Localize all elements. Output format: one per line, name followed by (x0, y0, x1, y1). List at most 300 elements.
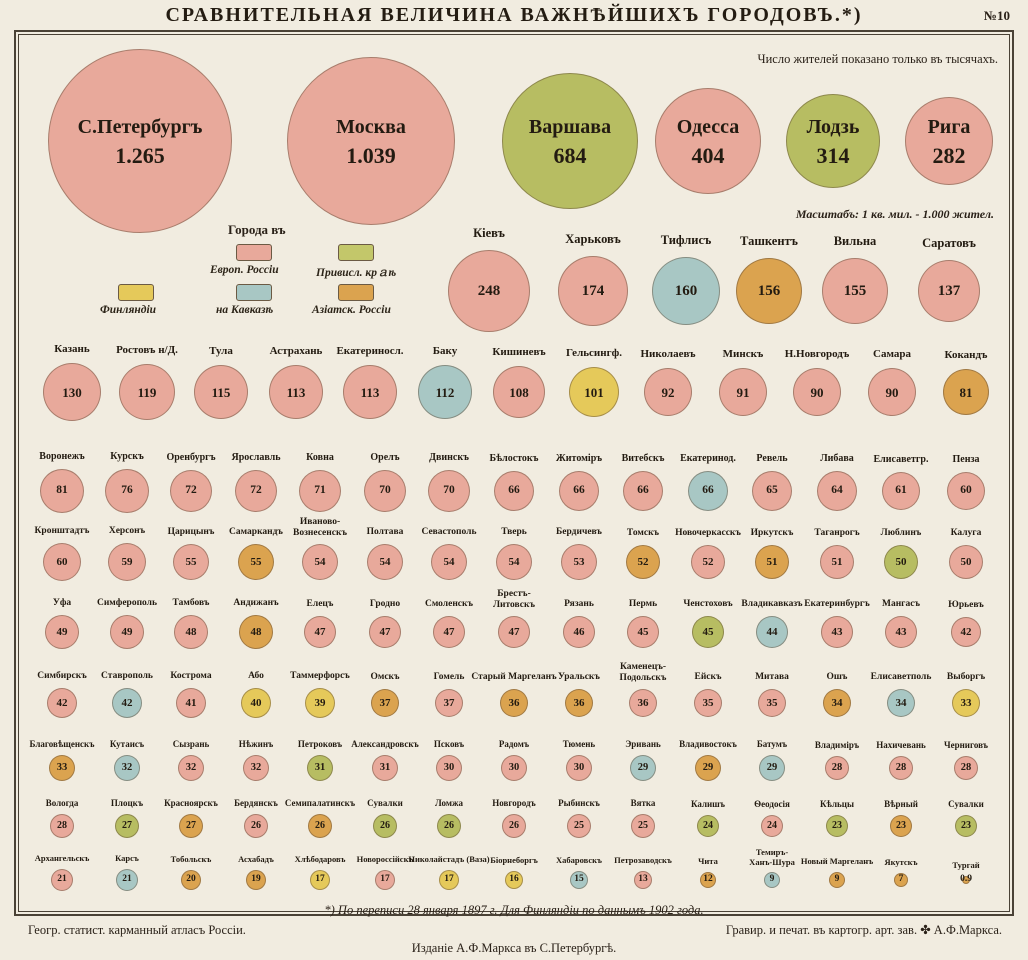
city-population-value: 24 (767, 820, 777, 831)
city-bubble (679, 739, 737, 781)
city-bubble (336, 345, 404, 419)
city-population-value: 160 (674, 282, 698, 299)
city-name: Новый Маргеланъ (800, 855, 874, 866)
city-bubble (284, 798, 356, 838)
city-bubble (698, 855, 718, 888)
city-bubble (29, 739, 95, 781)
city-name: Рязань (564, 598, 594, 609)
city-name: Каменецъ- Подольскъ (619, 662, 667, 683)
city-population-value: 51 (766, 555, 778, 568)
city-population-value: 26 (251, 820, 261, 831)
city-population-value: 34 (831, 696, 843, 709)
city-bubble (421, 526, 477, 580)
city-name: Асхабадъ (238, 853, 274, 864)
city-name: Уфа (52, 597, 72, 608)
city-bubble (558, 671, 600, 717)
city-population-value: 43 (895, 625, 907, 638)
city-name: Радомъ (498, 739, 530, 749)
city-population-value: 29 (702, 761, 714, 773)
city-name: Ломжа (435, 798, 463, 808)
city-population-value: 92 (661, 384, 675, 400)
city-bubble (884, 856, 918, 887)
city-bubble (489, 453, 539, 511)
city-population-value: 7 (898, 874, 904, 885)
city-bubble (944, 740, 988, 780)
city-bubble (619, 662, 667, 717)
city-population-value: 40 (250, 696, 262, 709)
city-name: Нѣжинъ (238, 739, 274, 749)
city-bubble (290, 670, 350, 718)
city-bubble (294, 853, 346, 890)
city-bubble (558, 231, 628, 326)
city-bubble (556, 526, 602, 580)
city-bubble (873, 454, 929, 510)
footer-publication: Геогр. статист. карманный атласъ Россiи. (28, 923, 246, 937)
legend-label-vistula-land: Привисл. крａѣ (316, 267, 397, 279)
city-name: Семипалатинскъ (284, 798, 356, 808)
city-name: Кѣльцы (820, 799, 854, 809)
city-bubble (39, 451, 85, 513)
city-name: Петрозаводскъ (614, 854, 672, 865)
city-name: Ревель (756, 453, 788, 464)
city-population-value: 71 (314, 484, 326, 497)
city-name: Иваново- Вознесенскъ (293, 517, 347, 538)
city-bubble (823, 671, 851, 717)
city-bubble (880, 527, 922, 579)
city-bubble (166, 452, 216, 512)
city-name: Александровскъ (351, 739, 419, 749)
city-name: Сувалки (367, 798, 403, 808)
city-population-value: 0.9 (960, 874, 972, 885)
city-population-value: 21 (122, 874, 132, 885)
city-name: Ярославль (231, 452, 281, 463)
city-population-value: 25 (574, 820, 584, 831)
city-population-value: 44 (766, 625, 778, 638)
city-bubble (172, 597, 210, 649)
city-population-value: 42 (121, 696, 133, 709)
city-bubble (881, 598, 921, 648)
city-bubble (947, 454, 985, 510)
city-bubble (786, 94, 880, 188)
city-bubble (110, 798, 144, 838)
city-name: Одесса (676, 115, 740, 138)
city-bubble (626, 527, 660, 579)
city-population-value: 33 (56, 761, 68, 773)
city-name: Астрахань (269, 345, 323, 357)
city-bubble (943, 349, 989, 415)
city-bubble (756, 739, 788, 781)
city-population-value: 35 (766, 696, 778, 709)
city-bubble (566, 347, 622, 417)
city-name: Кокандъ (944, 349, 988, 361)
city-name: Ташкентъ (740, 233, 798, 248)
city-bubble (115, 852, 139, 891)
city-bubble (814, 740, 860, 780)
city-bubble (918, 235, 980, 322)
city-bubble (366, 526, 404, 580)
city-population-value: 17 (380, 874, 390, 885)
city-name: Николайстадъ (Ваза) (408, 853, 490, 864)
city-bubble (502, 73, 638, 209)
city-name: Благовѣщенскъ (29, 739, 95, 749)
city-bubble (194, 345, 248, 419)
city-name: Курскъ (110, 451, 144, 462)
city-population-value: 48 (185, 625, 197, 638)
city-population-value: 70 (443, 484, 455, 497)
city-name: Рига (927, 115, 971, 138)
city-bubble (433, 671, 465, 717)
city-population-value: 32 (250, 761, 262, 773)
city-bubble (293, 517, 347, 580)
city-bubble (754, 799, 790, 837)
city-bubble (231, 452, 281, 512)
city-bubble (37, 670, 87, 718)
city-population-value: 52 (637, 555, 649, 568)
city-population-value: 45 (637, 625, 649, 638)
city-bubble (424, 598, 474, 648)
city-population-value: 282 (932, 142, 966, 168)
city-bubble (108, 525, 146, 581)
city-name: Юрьевъ (948, 599, 984, 610)
city-population-value: 27 (122, 820, 132, 831)
city-name: Симбирскъ (37, 670, 87, 681)
city-bubble (884, 799, 918, 837)
city-bubble (229, 526, 283, 580)
city-population-value: 28 (831, 761, 843, 773)
city-bubble (870, 671, 932, 717)
city-population-value: 130 (62, 384, 82, 400)
city-population-value: 155 (843, 282, 867, 299)
city-bubble (418, 345, 472, 419)
city-name: Полтава (366, 526, 404, 537)
city-bubble (694, 671, 722, 717)
city-name: Ѳеодосiя (754, 799, 790, 809)
city-name: Симферополь (96, 597, 158, 608)
city-population-value: 70 (379, 484, 391, 497)
city-population-value: 41 (185, 696, 197, 709)
city-bubble (741, 598, 803, 648)
city-bubble (752, 453, 792, 511)
city-name: Кострома (170, 670, 212, 681)
city-population-value: 47 (508, 625, 520, 638)
city-name: Батумъ (756, 739, 788, 749)
city-population-value: 64 (831, 484, 843, 497)
city-bubble (367, 798, 403, 838)
city-bubble (433, 739, 465, 781)
city-bubble (558, 798, 600, 838)
city-name: Лодзь (806, 115, 860, 138)
city-name: Хабаровскъ (556, 854, 602, 865)
city-population-value: 47 (379, 625, 391, 638)
city-population-value: 72 (250, 484, 262, 497)
city-bubble (34, 525, 90, 581)
city-name: Царицынъ (167, 526, 215, 537)
city-population-value: 36 (637, 696, 649, 709)
city-name: Калишъ (690, 799, 726, 809)
city-name: Черниговъ (944, 740, 988, 750)
city-name: Ченстоховъ (683, 598, 733, 609)
city-name: Вильна (833, 233, 877, 248)
city-bubble (269, 345, 323, 419)
city-name: Митава (755, 671, 789, 682)
city-bubble (736, 233, 802, 324)
city-name: Якутскъ (884, 856, 918, 867)
city-name: Таммерфорсъ (290, 670, 350, 681)
city-name: Кiевъ (473, 225, 505, 240)
city-name: Москва (336, 115, 406, 138)
city-bubble (435, 798, 463, 838)
city-population-value: 30 (508, 761, 520, 773)
city-name: Кутаисъ (109, 739, 145, 749)
city-bubble (614, 854, 672, 889)
city-bubble (804, 598, 870, 648)
city-name: Иркутскъ (750, 527, 794, 538)
city-bubble (952, 859, 980, 885)
city-bubble (820, 799, 854, 837)
city-bubble (170, 670, 212, 718)
city-name: Мангасъ (881, 598, 921, 609)
city-bubble (492, 798, 536, 838)
city-name: Севастополь (421, 526, 477, 537)
city-name: Воронежъ (39, 451, 85, 462)
city-name: Сызрань (172, 739, 210, 749)
city-bubble (351, 739, 419, 781)
city-population-value: 36 (573, 696, 585, 709)
city-name: Тифлисъ (660, 232, 712, 247)
city-population-value: 101 (584, 384, 604, 400)
city-name: Плоцкъ (110, 798, 144, 808)
city-name: Владивостокъ (679, 739, 737, 749)
city-bubble (719, 348, 767, 416)
city-name: Либава (820, 453, 854, 464)
city-name: С.Петербургъ (77, 115, 203, 138)
city-population-value: 404 (691, 142, 725, 168)
city-bubble (876, 740, 926, 780)
city-population-value: 37 (443, 696, 455, 709)
city-name: Витебскъ (621, 453, 665, 464)
city-name: Калуга (950, 527, 982, 538)
city-population-value: 26 (509, 820, 519, 831)
city-population-value: 54 (314, 555, 326, 568)
city-name: Ставрополь (101, 670, 153, 681)
city-bubble (948, 799, 984, 837)
city-bubble (105, 451, 149, 513)
legend-swatch-finland (118, 284, 154, 301)
city-population-value: 27 (186, 820, 196, 831)
city-bubble (621, 453, 665, 511)
city-name: Тамбовъ (172, 597, 210, 608)
city-name: Выборгъ (946, 671, 986, 682)
city-population-value: 28 (895, 761, 907, 773)
city-bubble (238, 739, 274, 781)
city-bubble (356, 853, 414, 890)
legend-title: Города въ (228, 222, 286, 237)
city-bubble (784, 348, 850, 416)
city-name: Нахичевань (876, 740, 926, 750)
city-population-value: 9 (769, 874, 775, 885)
city-bubble (370, 671, 400, 717)
city-bubble (101, 670, 153, 718)
city-name: Новгородъ (492, 798, 536, 808)
city-population-value: 23 (896, 820, 906, 831)
city-population-value: 91 (736, 384, 750, 400)
city-name: Або (248, 670, 264, 681)
city-population-value: 53 (573, 555, 585, 568)
city-population-value: 9 (834, 874, 840, 885)
city-population-value: 34 (895, 696, 907, 709)
city-population-value: 31 (314, 761, 326, 773)
city-name: Самара (873, 348, 911, 360)
city-population-value: 54 (443, 555, 455, 568)
city-population-value: 24 (703, 820, 713, 831)
city-bubble (496, 526, 532, 580)
city-name: Харьковъ (565, 231, 621, 246)
city-population-value: 65 (766, 484, 778, 497)
city-population-value: 49 (121, 625, 133, 638)
city-bubble (822, 233, 888, 324)
city-population-value: 248 (477, 282, 501, 299)
city-name: Рыбинскъ (558, 798, 600, 808)
city-population-value: 66 (702, 484, 714, 497)
city-bubble (555, 453, 603, 511)
city-bubble (814, 527, 860, 579)
city-bubble (492, 346, 546, 418)
city-name: Владикавказъ (741, 598, 803, 609)
city-name: Кронштадтъ (34, 525, 90, 536)
city-population-value: 26 (315, 820, 325, 831)
city-bubble (364, 452, 406, 512)
city-population-value: 43 (831, 625, 843, 638)
city-population-value: 72 (185, 484, 197, 497)
city-population-value: 1.039 (346, 142, 396, 168)
plate-number: №10 (983, 8, 1010, 23)
legend-label-caucasus: на Кавказѣ (216, 304, 274, 316)
city-bubble (755, 671, 789, 717)
city-bubble (287, 57, 455, 225)
city-name: Тюмень (562, 739, 596, 749)
city-bubble (170, 853, 212, 890)
city-population-value: 15 (574, 874, 584, 885)
city-bubble (627, 598, 659, 648)
city-population-value: 113 (286, 384, 306, 400)
city-bubble (562, 739, 596, 781)
city-bubble (297, 739, 343, 781)
city-name: Смоленскъ (424, 598, 474, 609)
city-name: Владимiръ (814, 740, 860, 750)
city-name: Двинскъ (429, 452, 469, 463)
city-bubble (630, 798, 656, 838)
city-bubble (48, 49, 232, 233)
city-name: Уральскъ (558, 671, 600, 682)
city-name: Новочеркасскъ (675, 527, 741, 538)
city-population-value: 37 (379, 696, 391, 709)
city-name: Андижанъ (233, 597, 279, 608)
city-name: Эривань (625, 739, 661, 749)
city-population-value: 90 (885, 384, 899, 400)
census-footnote: *) По переписи 28 января 1897 г. Для Финляндiи по даннымъ 1902 года. (324, 903, 704, 917)
city-population-value: 13 (638, 874, 648, 885)
city-population-value: 26 (444, 820, 454, 831)
city-name: Темиръ- Ханъ-Шура (749, 847, 795, 867)
city-name: Новороссiйскъ (356, 853, 414, 864)
city-population-value: 29 (637, 761, 649, 773)
city-bubble (164, 798, 218, 838)
city-population-value: 61 (895, 484, 907, 497)
city-bubble (949, 527, 983, 579)
city-bubble (948, 599, 984, 647)
city-name: Оренбургъ (166, 452, 216, 463)
city-name: Варшава (528, 115, 612, 138)
city-name: Гродно (369, 598, 401, 609)
city-population-value: 32 (185, 761, 197, 773)
city-bubble (471, 671, 557, 717)
city-population-value: 54 (379, 555, 391, 568)
city-name: Архангельскъ (34, 852, 90, 863)
city-population-value: 50 (960, 555, 972, 568)
city-bubble (116, 344, 178, 420)
city-bubble (868, 348, 916, 416)
city-population-value: 81 (959, 384, 973, 400)
units-note: Число жителей показано только въ тысячахъ. (757, 52, 998, 66)
city-population-value: 46 (573, 625, 585, 638)
legend-label-finland: Финляндiи (100, 304, 157, 316)
city-population-value: 59 (121, 555, 133, 568)
footer-publisher: Изданiе А.Ф.Маркса въ С.Петербургѣ. (411, 941, 617, 955)
city-name: Вологда (45, 798, 79, 808)
city-name: Брестъ- Литовскъ (492, 589, 536, 610)
city-name: Тургай (952, 859, 980, 870)
city-name: Старый Маргеланъ (471, 671, 557, 682)
city-bubble (490, 854, 538, 889)
city-name: Петроковъ (297, 739, 343, 749)
city-bubble (675, 527, 741, 579)
city-population-value: 45 (702, 625, 714, 638)
city-bubble (167, 526, 215, 580)
city-population-value: 35 (702, 696, 714, 709)
city-name: Екатеринод. (680, 453, 736, 464)
city-bubble (905, 97, 993, 185)
city-name: Ошъ (826, 671, 848, 682)
city-name: Псковъ (433, 739, 465, 749)
city-bubble (556, 854, 602, 889)
city-population-value: 23 (832, 820, 842, 831)
city-name: Тобольскъ (170, 853, 212, 864)
city-bubble (428, 452, 470, 512)
city-population-value: 20 (186, 874, 196, 885)
city-population-value: 25 (638, 820, 648, 831)
city-name: Житомiръ (555, 453, 603, 464)
city-population-value: 684 (553, 142, 587, 168)
city-population-value: 33 (960, 696, 972, 709)
city-name: Ейскъ (694, 671, 722, 682)
city-bubble (304, 598, 336, 648)
city-population-value: 60 (56, 555, 68, 568)
city-bubble (408, 853, 490, 890)
city-bubble (45, 597, 79, 649)
city-bubble (492, 589, 536, 648)
city-name: Екатеринбургъ (804, 598, 870, 609)
city-name: Карсъ (115, 852, 139, 863)
city-population-value: 12 (703, 874, 713, 885)
city-bubble (43, 343, 101, 421)
city-name: Бѣлостокъ (489, 453, 539, 464)
city-name: Вѣрный (884, 799, 918, 809)
city-population-value: 29 (766, 761, 778, 773)
city-name: Таганрогъ (814, 527, 860, 538)
page-title: СРАВНИТЕЛЬНАЯ ВЕЛИЧИНА ВАЖНѢЙШИХЪ ГОРОДОВЪ.*) (165, 4, 863, 26)
city-name: Гомель (433, 671, 465, 682)
city-name: Омскъ (370, 671, 400, 682)
